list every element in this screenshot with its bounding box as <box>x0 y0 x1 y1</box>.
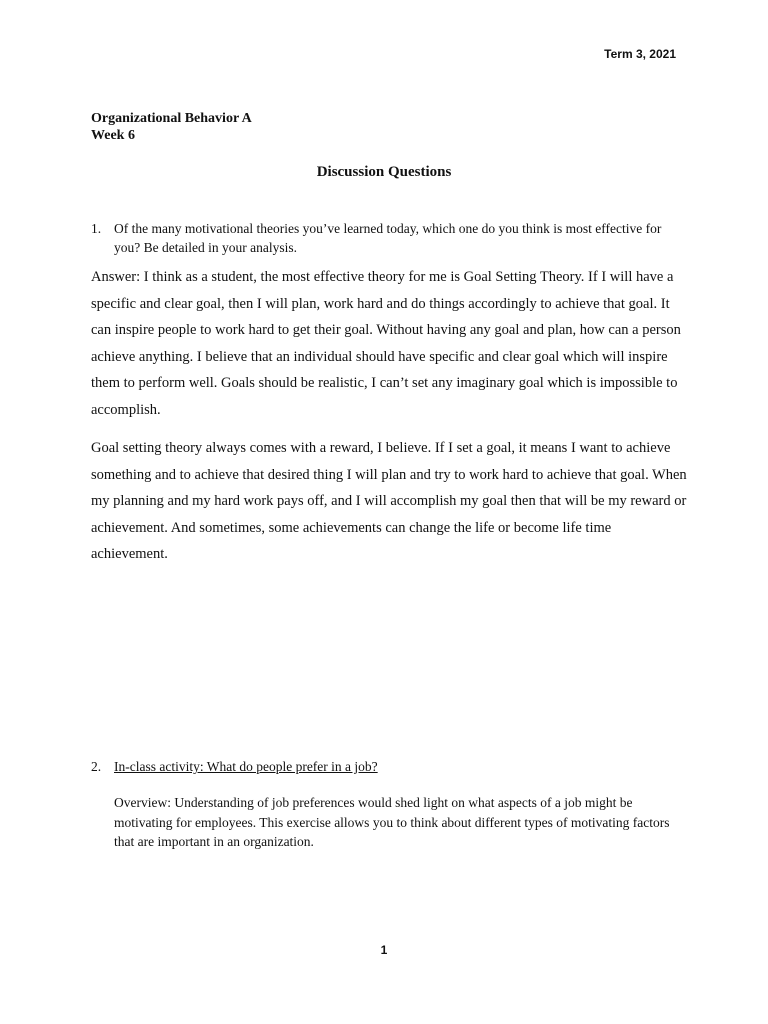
answer-paragraph-2: Goal setting theory always comes with a reward, I believe. If I set a goal, it means I want to achieve something and to achieve that desired thing I will plan and try to work hard to achieve that goal. When my planning and my hard work pays off, and I will accomplish my goal then that will be my reward or achievement. And sometimes, some achievements can change the life or become life time achievement. <box>91 440 687 563</box>
overview-paragraph: Overview: Understanding of job preferences would shed light on what aspects of a job might be motivating for employees. This exercise allows you to think about different types of motivating factors that are important in an organization. <box>114 795 670 849</box>
question-text: Of the many motivational theories you’ve learned today, which one do you think is most effective for you? Be detailed in your analysis. <box>114 221 662 255</box>
question-text: In-class activity: What do people prefer in a job? <box>114 759 378 774</box>
question-1 <box>91 219 687 257</box>
page-title: Discussion Questions <box>316 164 452 180</box>
page-number: 1 <box>380 943 388 957</box>
question-2 <box>91 757 687 776</box>
course-info <box>91 110 252 144</box>
question-number: 2. <box>91 759 102 774</box>
question-number: 1. <box>91 221 102 236</box>
course-week: Week 6 <box>91 128 135 143</box>
course-title: Organizational Behavior A <box>91 111 252 126</box>
answer-paragraph-1: Answer: I think as a student, the most effective theory for me is Goal Setting Theory. If I will have a specific and clear goal, then I will plan, work hard and do things accordingly to achieve that goal. It can inspire people to work hard to get their goal. Without having any goal and plan, how can a person achieve anything. I believe that an individual should have specific and clear goal which will inspire them to perform well. Goals should be realistic, I can’t set any imaginary goal which is impossible to accomplish. <box>91 269 681 418</box>
term-label: Term 3, 2021 <box>604 47 676 61</box>
